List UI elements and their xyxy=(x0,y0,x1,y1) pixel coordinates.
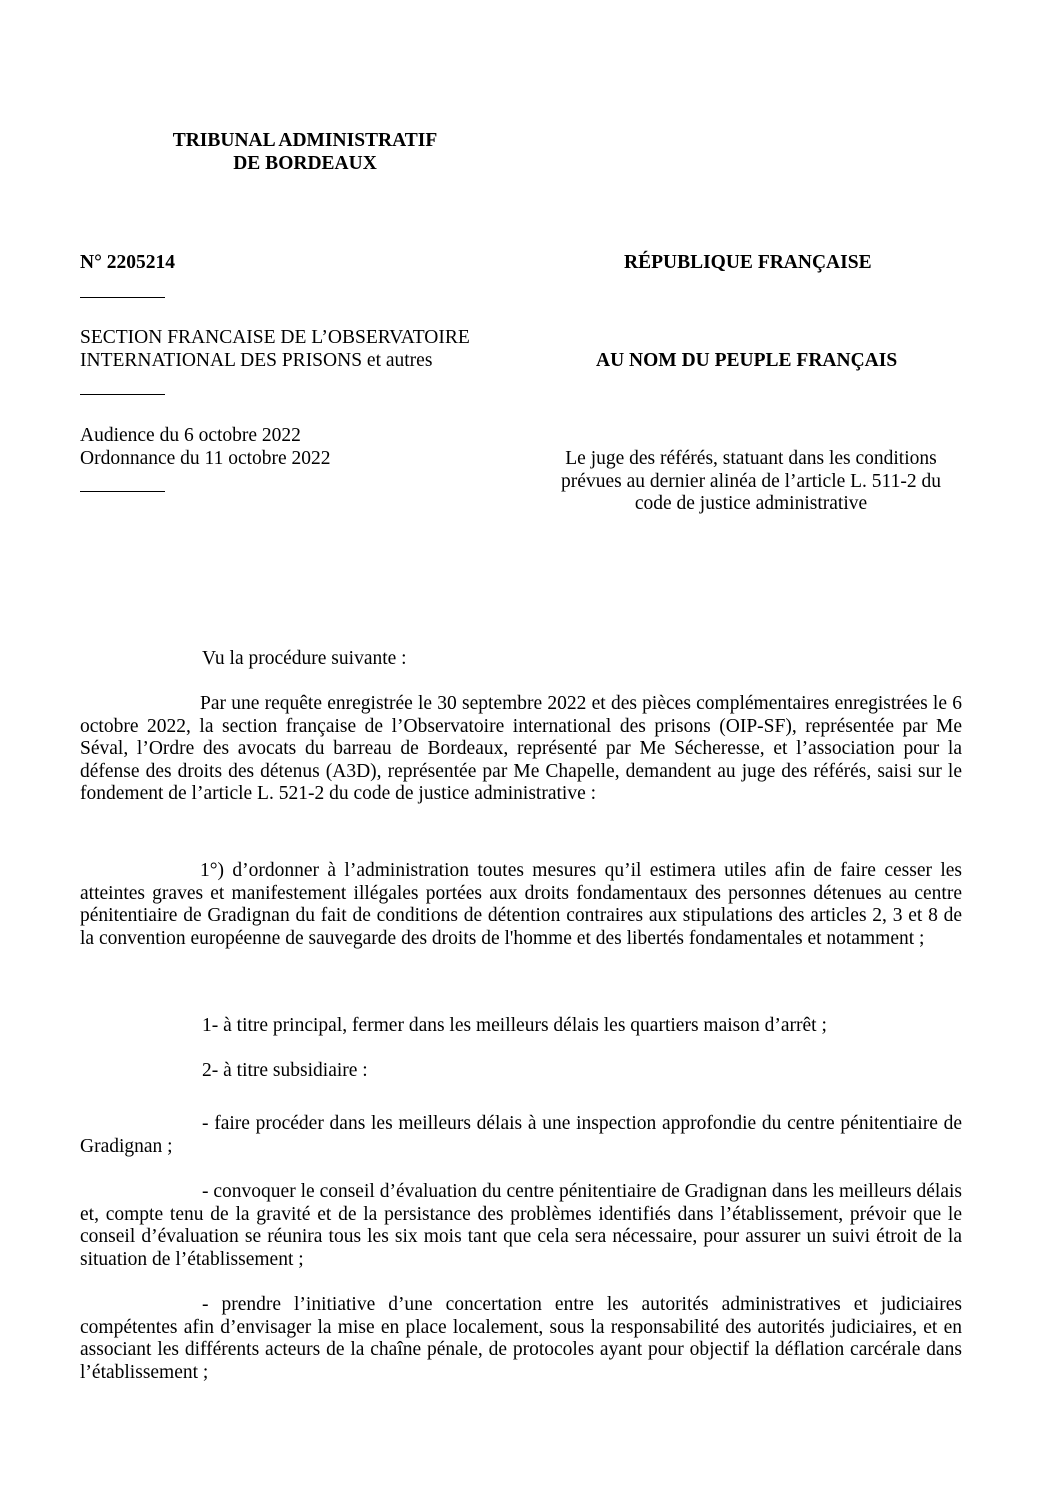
court-name-line1: TRIBUNAL ADMINISTRATIF xyxy=(172,130,438,151)
paragraph-council: - convoquer le conseil d’évaluation du centre pénitentiaire de Gradignan dans les meilleurs délais et, compte tenu de la gravité et de la persistance des problèmes identifiés dans l’établissement, prévoir que le conseil d’évaluation se réunira tous les six mois tant que cela sera nécessaire, pour assurer un suivi étroit de la situation de l’établissement ; xyxy=(80,1181,962,1270)
judge-line1: Le juge des référés, statuant dans les conditions xyxy=(565,448,937,469)
parties xyxy=(80,327,470,372)
hearing-date: Audience du 6 octobre 2022 xyxy=(80,425,301,446)
judge-statement xyxy=(540,448,962,516)
separator-rule xyxy=(80,394,165,395)
parties-line1: SECTION FRANCAISE DE L’OBSERVATOIRE xyxy=(80,327,470,348)
dates xyxy=(80,425,331,470)
paragraph-subsidiary: 2- à titre subsidiaire : xyxy=(202,1060,368,1081)
paragraph-concertation: - prendre l’initiative d’une concertation entre les autorités administratives et judiciaires compétentes afin d’envisager la mise en place localement, sous la responsabilité des autorités judiciaires, et en associant les différents acteurs de la chaîne pénale, de protocoles ayant pour objectif la déflation carcérale dans l’établissement ; xyxy=(80,1294,962,1383)
case-number: N° 2205214 xyxy=(80,252,176,273)
order-date: Ordonnance du 11 octobre 2022 xyxy=(80,447,331,469)
judge-line3: code de justice administrative xyxy=(634,493,868,514)
court-name-line2: DE BORDEAUX xyxy=(233,152,377,174)
judge-line2: prévues au dernier alinéa de l’article L. 511-2 du xyxy=(561,470,941,492)
paragraph-request: Par une requête enregistrée le 30 septembre 2022 et des pièces complémentaires enregistrées le 6 octobre 2022, la section française de l’Observatoire international des prisons (OIP-SF), représentée par Me Séval, l’Ordre des avocats du barreau de Bordeaux, représenté par Me Sécheresse, et l’association pour la défense des droits des détenus (A3D), représentée par Me Chapelle, demandent au juge des référés, saisi sur le fondement de l’article L. 521-2 du code de justice administrative : xyxy=(80,693,962,804)
parties-line2: INTERNATIONAL DES PRISONS et autres xyxy=(80,349,433,371)
paragraph-order-1: 1°) d’ordonner à l’administration toutes mesures qu’il estimera utiles afin de faire cesser les atteintes graves et manifestement illégales portées aux droits fondamentaux des personnes détenues au centre pénitentiaire de Gradignan du fait de conditions de détention contraires aux stipulations des articles 2, 3 et 8 de la convention européenne de sauvegarde des droits de l'homme et des libertés fondamentales et notamment ; xyxy=(80,860,962,949)
people-heading: AU NOM DU PEUPLE FRANÇAIS xyxy=(596,350,898,371)
separator-rule xyxy=(80,297,165,298)
court-name xyxy=(150,130,460,175)
paragraph-principal: 1- à titre principal, fermer dans les meilleurs délais les quartiers maison d’arrêt ; xyxy=(202,1015,827,1036)
paragraph-inspection: - faire procéder dans les meilleurs délais à une inspection approfondie du centre pénitentiaire de Gradignan ; xyxy=(80,1113,962,1157)
procedure-intro: Vu la procédure suivante : xyxy=(202,648,407,669)
republic-heading: RÉPUBLIQUE FRANÇAISE xyxy=(624,252,872,273)
separator-rule xyxy=(80,491,165,492)
